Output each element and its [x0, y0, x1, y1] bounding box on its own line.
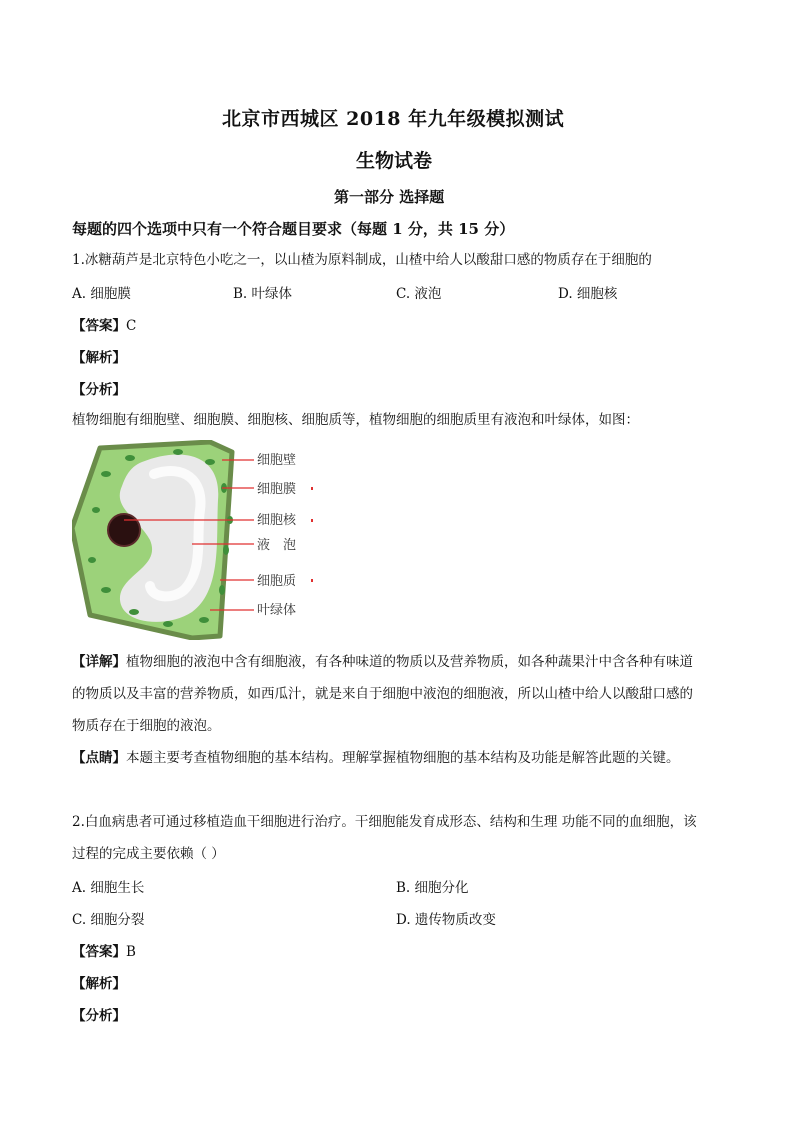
- q2-stem-line-1: 2.白血病患者可通过移植造血干细胞进行治疗。干细胞能发育成形态、结构和生理 功能不同的血细胞，该: [72, 814, 697, 830]
- q2-option-d: D. 遗传物质改变: [396, 912, 496, 928]
- q1-comment: [72, 748, 680, 768]
- detail-tag: 【详解】: [72, 654, 126, 670]
- label-cell-membrane: 细胞膜: [257, 482, 297, 497]
- q1-option-c: C. 液泡: [396, 286, 442, 302]
- answer-value: C: [126, 318, 137, 334]
- plant-cell-diagram: [72, 440, 322, 640]
- analysis-tag: 【解析】: [72, 976, 126, 992]
- q2-option-a: A. 细胞生长: [72, 880, 145, 896]
- q1-analysis: [72, 346, 126, 366]
- label-chloroplast: 叶绿体: [257, 603, 297, 618]
- answer-tag: 【答案】: [72, 318, 126, 334]
- detail-text: 植物细胞的液泡中含有细胞液，有各种味道的物质以及营养物质，如各种蔬果汁中含各种有味道: [126, 654, 693, 670]
- q1-fenxi: [72, 378, 126, 398]
- page-subtitle: 生物试卷: [356, 150, 433, 172]
- q1-answer: [72, 314, 136, 334]
- q2-analysis: [72, 972, 126, 992]
- section-heading: 第一部分 选择题: [334, 188, 445, 206]
- pointer-tails: [311, 487, 313, 582]
- label-cytoplasm: 细胞质: [257, 574, 297, 589]
- q2-fenxi: [72, 1004, 126, 1024]
- q1-option-d: D. 细胞核: [558, 286, 618, 302]
- answer-tag: 【答案】: [72, 944, 126, 960]
- fenxi-tag: 【分析】: [72, 382, 126, 398]
- q2-option-b: B. 细胞分化: [396, 880, 469, 896]
- q1-option-a: A. 细胞膜: [72, 286, 131, 302]
- instructions: 每题的四个选项中只有一个符合题目要求（每题 1 分，共 15 分）: [72, 220, 515, 238]
- nucleus: [108, 514, 140, 546]
- q1-detail-line-2: 的物质以及丰富的营养物质，如西瓜汁，就是来自于细胞中液泡的细胞液，所以山楂中给人以酸甜口感的: [72, 686, 693, 702]
- q1-fenxi-text: 植物细胞有细胞壁、细胞膜、细胞核、细胞质等，植物细胞的细胞质里有液泡和叶绿体，如图：: [72, 412, 639, 428]
- label-cell-wall: 细胞壁: [257, 453, 297, 468]
- q2-stem-line-2: 过程的完成主要依赖（ ）: [72, 846, 225, 862]
- q1-detail-line-1: [72, 652, 693, 672]
- comment-tag: 【点睛】: [72, 750, 126, 766]
- label-vacuole: 液 泡: [257, 538, 297, 553]
- analysis-tag: 【解析】: [72, 350, 126, 366]
- q1-option-b: B. 叶绿体: [233, 286, 293, 302]
- label-nucleus: 细胞核: [257, 513, 297, 528]
- page-title: 北京市西城区 2018 年九年级模拟测试: [222, 108, 565, 130]
- q1-detail-line-3: 物质存在于细胞的液泡。: [72, 718, 221, 734]
- q2-answer: [72, 940, 136, 960]
- plant-cell-figure: [72, 440, 322, 640]
- comment-text: 本题主要考查植物细胞的基本结构。理解掌握植物细胞的基本结构及功能是解答此题的关键。: [126, 750, 680, 766]
- fenxi-tag: 【分析】: [72, 1008, 126, 1024]
- q2-option-c: C. 细胞分裂: [72, 912, 145, 928]
- q1-stem: 1.冰糖葫芦是北京特色小吃之一，以山楂为原料制成，山楂中给人以酸甜口感的物质存在于细胞的: [72, 252, 652, 268]
- answer-value: B: [126, 944, 136, 960]
